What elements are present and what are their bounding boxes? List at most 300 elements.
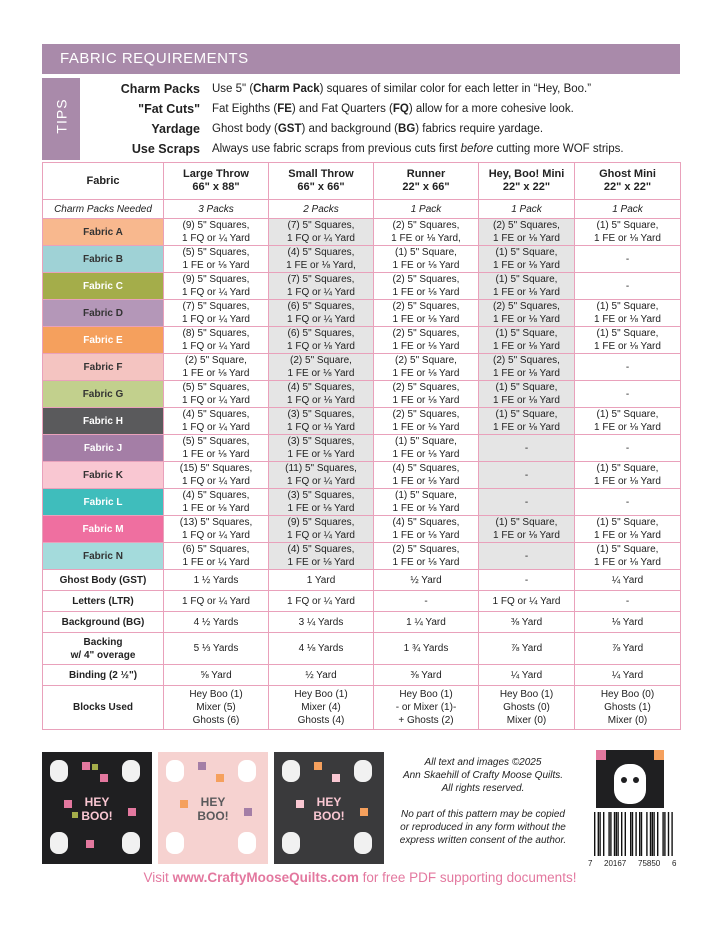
column-size: 66" x 66": [297, 181, 345, 193]
fabric-swatch-label: Fabric E: [43, 327, 164, 354]
amount-line: 1 FE or ¼ Yard: [182, 557, 250, 568]
barcode-bar: [639, 812, 640, 856]
amount-line: -: [524, 442, 529, 454]
blocks-line: Mixer (4): [301, 702, 341, 713]
fabric-swatch-label: Fabric J: [43, 435, 164, 462]
amount-line: -: [625, 280, 630, 292]
amount-line: (6) 5" Squares,: [287, 328, 355, 339]
charm-packs-value: 3 Packs: [164, 200, 269, 219]
fabric-amount-cell: [164, 381, 269, 408]
yardage-value: ⅜ Yard: [479, 612, 575, 633]
fabric-amount-cell: [575, 543, 681, 570]
amount-line: (9) 5" Squares,: [182, 220, 250, 231]
charm-packs-value: 1 Pack: [374, 200, 479, 219]
yardage-value: 4 ⅛ Yards: [269, 633, 374, 665]
yardage-label: Background (BG): [43, 612, 164, 633]
amount-line: (1) 5" Square,: [596, 463, 659, 474]
amount-line: 1 FE or ⅛ Yard: [182, 449, 250, 460]
fabric-row: [43, 354, 681, 381]
amount-line: (4) 5" Squares,: [392, 517, 460, 528]
yardage-value: ½ Yard: [269, 665, 374, 686]
column-size: 22" x 22": [502, 181, 551, 193]
credit-line: express written consent of the author.: [399, 835, 567, 846]
fabric-amount-cell: [575, 408, 681, 435]
copyright-notice: [388, 756, 578, 847]
fabric-amount-cell: [479, 435, 575, 462]
blocks-line: Mixer (5): [196, 702, 236, 713]
amount-line: (2) 5" Squares,: [493, 220, 560, 231]
footer-pre: Visit: [143, 870, 173, 885]
amount-line: -: [625, 496, 630, 508]
yardage-label: Ghost Body (GST): [43, 570, 164, 591]
yardage-value: -: [374, 591, 479, 612]
amount-line: 1 FE or ⅛ Yard: [287, 449, 355, 460]
fabric-swatch-label: Fabric N: [43, 543, 164, 570]
amount-line: 1 FQ or ¼ Yard: [287, 476, 355, 487]
amount-line: (5) 5" Squares,: [182, 382, 250, 393]
amount-line: 1 FQ or ¼ Yard: [182, 395, 250, 406]
amount-line: (1) 5" Square,: [395, 247, 457, 258]
amount-line: -: [524, 469, 529, 481]
tip-text-part: Always use fabric scraps from previous cuts first: [212, 143, 461, 155]
fabric-amount-cell: [479, 354, 575, 381]
column-name: Ghost Mini: [599, 168, 656, 180]
barcode-bar: [657, 812, 658, 856]
amount-line: (1) 5" Square,: [596, 409, 659, 420]
fabric-amount-cell: [575, 489, 681, 516]
amount-line: 1 FE or ⅛ Yard: [493, 395, 560, 406]
fabric-amount-cell: [374, 354, 479, 381]
yardage-value: ⅝ Yard: [164, 665, 269, 686]
fabric-amount-cell: [575, 381, 681, 408]
barcode-bar: [614, 812, 615, 856]
fabric-amount-cell: [164, 354, 269, 381]
yardage-value: 5 ⅓ Yards: [164, 633, 269, 665]
tip-text-part: ) squares of similar color for each letter in “Hey, Boo.”: [319, 83, 592, 95]
charm-packs-value: 1 Pack: [479, 200, 575, 219]
barcode-digit: 6: [672, 859, 677, 868]
thumb-text-hey: HEY: [316, 795, 342, 809]
fabric-amount-cell: [374, 273, 479, 300]
blocks-line: Ghosts (4): [297, 715, 345, 726]
amount-line: (11) 5" Squares,: [285, 463, 357, 474]
tip-text: [212, 103, 574, 115]
yardage-value: -: [575, 591, 681, 612]
amount-line: (7) 5" Squares,: [182, 301, 250, 312]
fabric-amount-cell: [575, 435, 681, 462]
yardage-value: ¼ Yard: [479, 665, 575, 686]
tip-text: [212, 123, 543, 135]
amount-line: 1 FE or ⅛ Yard: [182, 503, 250, 514]
amount-line: (15) 5" Squares,: [179, 463, 253, 474]
amount-line: 1 FE or ⅛ Yard: [594, 422, 661, 433]
barcode-bar: [617, 812, 618, 856]
fabric-amount-cell: [164, 246, 269, 273]
tips-box: [42, 78, 680, 160]
tip-label: "Fat Cuts": [138, 102, 200, 116]
amount-line: (4) 5" Squares,: [182, 490, 250, 501]
amount-line: (1) 5" Square,: [395, 436, 457, 447]
amount-line: 1 FE or ⅛ Yard: [287, 368, 355, 379]
fabric-amount-cell: [269, 327, 374, 354]
thumb-text-boo: BOO!: [81, 809, 113, 823]
tip-text-part: cutting more WOF strips.: [493, 143, 624, 155]
fabric-amount-cell: [269, 381, 374, 408]
gray-quilt-thumbnail: [274, 752, 384, 864]
amount-line: (2) 5" Squares,: [392, 382, 460, 393]
amount-line: (1) 5" Square,: [495, 517, 558, 528]
fabric-requirements-table: [42, 162, 681, 730]
amount-line: (2) 5" Square,: [185, 355, 247, 366]
amount-line: -: [524, 496, 529, 508]
amount-line: 1 FQ or ¼ Yard: [182, 476, 250, 487]
amount-line: 1 FQ or ¼ Yard: [287, 287, 355, 298]
fabric-amount-cell: [575, 462, 681, 489]
fabric-amount-cell: [269, 219, 374, 246]
blocks-used-row: [43, 686, 681, 730]
fabric-row: [43, 381, 681, 408]
barcode-bar: [608, 812, 609, 856]
fabric-amount-cell: [269, 543, 374, 570]
fabric-amount-cell: [164, 543, 269, 570]
yardage-row: [43, 633, 681, 665]
fabric-amount-cell: [164, 219, 269, 246]
amount-line: 1 FQ or ¼ Yard: [287, 233, 355, 244]
amount-line: 1 FQ or ¼ Yard: [182, 314, 250, 325]
amount-line: 1 FE or ⅛ Yard: [594, 557, 661, 568]
amount-line: (2) 5" Squares,: [493, 301, 560, 312]
barcode-bar: [646, 812, 647, 856]
barcode-bar: [621, 812, 622, 856]
size-column-header: [374, 163, 479, 200]
amount-line: 1 FE or ⅛ Yard: [392, 449, 460, 460]
fabric-amount-cell: [374, 462, 479, 489]
size-column-header: [269, 163, 374, 200]
fabric-swatch-label: Fabric A: [43, 219, 164, 246]
amount-line: 1 FE or ⅛ Yard: [493, 233, 560, 244]
size-column-header: [479, 163, 575, 200]
barcode-bar: [616, 812, 617, 856]
amount-line: (3) 5" Squares,: [287, 490, 355, 501]
charm-packs-label: Charm Packs Needed: [43, 200, 164, 219]
amount-line: (9) 5" Squares,: [182, 274, 250, 285]
amount-line: (9) 5" Squares,: [287, 517, 355, 528]
fabric-swatch-label: Fabric B: [43, 246, 164, 273]
barcode-bar: [603, 812, 604, 856]
fabric-amount-cell: [374, 300, 479, 327]
amount-line: (5) 5" Squares,: [182, 436, 250, 447]
fabric-amount-cell: [479, 300, 575, 327]
amount-line: 1 FE or ⅛ Yard: [594, 341, 661, 352]
amount-line: 1 FQ or ¼ Yard: [287, 314, 355, 325]
size-column-header: [575, 163, 681, 200]
amount-line: -: [524, 550, 529, 562]
amount-line: (13) 5" Squares,: [179, 517, 253, 528]
amount-line: 1 FE or ⅛ Yard: [493, 368, 560, 379]
tips-tab: [42, 78, 80, 160]
yardage-label: [43, 633, 164, 665]
blocks-used-cell: [479, 686, 575, 730]
fabric-amount-cell: [269, 462, 374, 489]
amount-line: 1 FQ or ¼ Yard: [182, 530, 250, 541]
amount-line: 1 FE or ⅛ Yard: [594, 233, 661, 244]
barcode-bar: [650, 812, 651, 856]
yardage-value: -: [479, 570, 575, 591]
yardage-value: 1 ½ Yards: [164, 570, 269, 591]
tip-text: [212, 83, 591, 95]
fabric-amount-cell: [164, 435, 269, 462]
section-header: [42, 44, 680, 74]
amount-line: (6) 5" Squares,: [182, 544, 250, 555]
footer-post: for free PDF supporting documents!: [358, 870, 577, 885]
amount-line: 1 FE or ⅛ Yard: [493, 260, 560, 271]
fabric-amount-cell: [374, 489, 479, 516]
fabric-amount-cell: [374, 219, 479, 246]
fabric-swatch-label: Fabric D: [43, 300, 164, 327]
fabric-amount-cell: [575, 327, 681, 354]
amount-line: 1 FE or ⅛ Yard: [392, 557, 460, 568]
fabric-amount-cell: [269, 489, 374, 516]
charm-packs-row: [43, 200, 681, 219]
tip-text-part: FQ: [392, 103, 409, 115]
blocks-line: Mixer (0): [607, 715, 648, 726]
column-name: Hey, Boo! Mini: [488, 168, 565, 180]
tip-text-part: Fat Eighths (: [212, 103, 278, 115]
amount-line: (2) 5" Squares,: [392, 220, 460, 231]
tip-row: [90, 99, 574, 119]
fabric-row: [43, 219, 681, 246]
amount-line: (2) 5" Square,: [290, 355, 352, 366]
amount-line: 1 FE or ⅛ Yard: [392, 422, 460, 433]
yardage-value: ¼ Yard: [575, 570, 681, 591]
tip-text-part: BG: [398, 123, 416, 135]
fabric-amount-cell: [374, 408, 479, 435]
fabric-amount-cell: [269, 354, 374, 381]
amount-line: 1 FE or ⅛ Yard: [392, 287, 460, 298]
tip-row: [90, 139, 624, 159]
yardage-row: [43, 665, 681, 686]
amount-line: 1 FE or ⅛ Yard: [493, 314, 560, 325]
amount-line: 1 FE or ⅛ Yard: [392, 503, 460, 514]
fabric-amount-cell: [479, 246, 575, 273]
tip-label: Charm Packs: [120, 82, 200, 96]
tip-text-part: ) and Fat Quarters (: [291, 103, 393, 115]
fabric-amount-cell: [374, 543, 479, 570]
amount-line: (2) 5" Squares,: [392, 301, 460, 312]
blocks-line: Ghosts (6): [192, 715, 240, 726]
yardage-value: 1 ¼ Yard: [374, 612, 479, 633]
tip-text-part: Use 5" (: [212, 83, 254, 95]
barcode-bar: [635, 812, 636, 856]
amount-line: (2) 5" Squares,: [392, 274, 460, 285]
amount-line: (4) 5" Squares,: [392, 463, 460, 474]
amount-line: (5) 5" Squares,: [182, 247, 250, 258]
amount-line: 1 FE or ⅛ Yard: [493, 287, 560, 298]
fabric-swatch-label: Fabric K: [43, 462, 164, 489]
amount-line: 1 FE or ⅛ Yard: [392, 341, 460, 352]
amount-line: -: [625, 388, 630, 400]
yardage-label-line: Backing: [83, 636, 123, 648]
tip-row: [90, 119, 543, 139]
footer: [0, 870, 720, 885]
amount-line: (7) 5" Squares,: [287, 220, 355, 231]
amount-line: 1 FQ or ¼ Yard: [182, 422, 250, 433]
column-size: 66" x 88": [192, 181, 240, 193]
amount-line: -: [625, 361, 630, 373]
fabric-amount-cell: [479, 462, 575, 489]
tip-text-part: Ghost body (: [212, 123, 278, 135]
footer-url-link[interactable]: www.CraftyMooseQuilts.com: [172, 870, 359, 885]
amount-line: (4) 5" Squares,: [287, 382, 355, 393]
yardage-value: ⅛ Yard: [575, 612, 681, 633]
amount-line: (2) 5" Squares,: [392, 409, 460, 420]
yardage-value: 1 FQ or ¼ Yard: [479, 591, 575, 612]
amount-line: 1 FE or ⅛ Yard: [594, 530, 661, 541]
amount-line: 1 FQ or ⅛ Yard: [287, 395, 355, 406]
amount-line: (1) 5" Square,: [495, 382, 558, 393]
charm-packs-value: 2 Packs: [269, 200, 374, 219]
yardage-row: [43, 591, 681, 612]
amount-line: (8) 5" Squares,: [182, 328, 250, 339]
amount-line: 1 FQ or ¼ Yard: [182, 341, 250, 352]
column-size: 22" x 66": [402, 181, 450, 193]
fabric-amount-cell: [164, 408, 269, 435]
fabric-row: [43, 327, 681, 354]
amount-line: 1 FE or ⅛ Yard: [594, 314, 661, 325]
barcode-bar: [625, 812, 626, 856]
fabric-amount-cell: [575, 246, 681, 273]
blocks-used-cell: [164, 686, 269, 730]
fabric-amount-cell: [575, 516, 681, 543]
blocks-used-cell: [575, 686, 681, 730]
amount-line: 1 FE or ⅛ Yard: [493, 422, 560, 433]
yardage-value: ½ Yard: [374, 570, 479, 591]
fabric-amount-cell: [479, 327, 575, 354]
amount-line: 1 FE or ⅛ Yard,: [391, 233, 461, 244]
table-header-row: [43, 163, 681, 200]
section-title: FABRIC REQUIREMENTS: [60, 50, 249, 67]
fabric-amount-cell: [374, 327, 479, 354]
fabric-row: [43, 300, 681, 327]
barcode-digit: 75850: [638, 859, 661, 868]
thumb-text-hey: HEY: [84, 795, 110, 809]
pink-quilt-thumbnail: [158, 752, 268, 864]
barcode-bar: [610, 812, 611, 856]
amount-line: 1 FE or ⅛ Yard: [594, 476, 661, 487]
tip-label: Yardage: [151, 122, 200, 136]
barcode-bar: [671, 812, 672, 856]
amount-line: (2) 5" Square,: [395, 355, 457, 366]
barcode-bar: [632, 812, 633, 856]
fabric-swatch-label: Fabric F: [43, 354, 164, 381]
fabric-swatch-label: Fabric H: [43, 408, 164, 435]
yardage-value: ⅜ Yard: [374, 665, 479, 686]
amount-line: (6) 5" Squares,: [287, 301, 355, 312]
yardage-row: [43, 570, 681, 591]
fabric-amount-cell: [269, 300, 374, 327]
fabric-amount-cell: [269, 435, 374, 462]
fabric-amount-cell: [164, 489, 269, 516]
fabric-row: [43, 246, 681, 273]
blocks-line: Hey Boo (1): [499, 689, 554, 700]
yardage-value: 3 ¼ Yards: [269, 612, 374, 633]
yardage-value: ⅞ Yard: [575, 633, 681, 665]
fabric-amount-cell: [164, 516, 269, 543]
amount-line: (4) 5" Squares,: [287, 544, 355, 555]
amount-line: (1) 5" Square,: [495, 274, 558, 285]
amount-line: 1 FE or ⅛ Yard: [392, 476, 460, 487]
amount-line: 1 FE or ⅛ Yard: [287, 503, 355, 514]
amount-line: (1) 5" Square,: [596, 328, 659, 339]
fabric-amount-cell: [479, 273, 575, 300]
charm-packs-value: 1 Pack: [575, 200, 681, 219]
amount-line: (2) 5" Squares,: [493, 355, 560, 366]
fabric-row: [43, 543, 681, 570]
barcode-bar: [664, 812, 665, 856]
blocks-line: + Ghosts (2): [398, 715, 454, 726]
amount-line: (1) 5" Square,: [495, 247, 558, 258]
amount-line: (1) 5" Square,: [596, 220, 659, 231]
barcode-digit: 7: [588, 859, 593, 868]
barcode-bars: [594, 812, 673, 856]
yardage-value: 1 FQ or ¼ Yard: [269, 591, 374, 612]
fabric-row: [43, 489, 681, 516]
fabric-amount-cell: [269, 408, 374, 435]
amount-line: 1 FE or ⅛ Yard: [493, 341, 560, 352]
amount-line: 1 FE or ⅛ Yard: [182, 260, 250, 271]
fabric-amount-cell: [374, 435, 479, 462]
tip-label: Use Scraps: [131, 142, 200, 156]
fabric-amount-cell: [164, 273, 269, 300]
fabric-row: [43, 408, 681, 435]
fabric-amount-cell: [479, 516, 575, 543]
dark-quilt-thumbnail: [42, 752, 152, 864]
fabric-amount-cell: [269, 246, 374, 273]
fabric-amount-cell: [479, 489, 575, 516]
blocks-line: Ghosts (1): [604, 702, 651, 713]
amount-line: (2) 5" Squares,: [392, 328, 460, 339]
blocks-used-label: Blocks Used: [43, 686, 164, 730]
fabric-amount-cell: [164, 462, 269, 489]
amount-line: 1 FE or ⅛ Yard: [392, 314, 460, 325]
fabric-amount-cell: [479, 408, 575, 435]
amount-line: 1 FE or ⅛ Yard: [392, 260, 460, 271]
amount-line: 1 FE or ⅛ Yard: [392, 530, 460, 541]
column-name: Large Throw: [182, 168, 249, 180]
amount-line: 1 FE or ⅛ Yard: [392, 368, 460, 379]
tip-text-part: ) and background (: [301, 123, 399, 135]
thumb-text-boo: BOO!: [197, 809, 229, 823]
amount-line: (3) 5" Squares,: [287, 436, 355, 447]
tip-text: [212, 143, 624, 155]
credit-line: No part of this pattern may be copied: [401, 809, 565, 820]
blocks-line: - or Mixer (1)-: [395, 702, 457, 713]
fabric-row: [43, 462, 681, 489]
yardage-label: Letters (LTR): [43, 591, 164, 612]
fabric-amount-cell: [575, 273, 681, 300]
blocks-used-cell: [374, 686, 479, 730]
amount-line: (7) 5" Squares,: [287, 274, 355, 285]
fabric-amount-cell: [479, 381, 575, 408]
amount-line: (1) 5" Square,: [495, 328, 558, 339]
fabric-amount-cell: [164, 300, 269, 327]
thumb-text-boo: BOO!: [313, 809, 345, 823]
blocks-used-cell: [269, 686, 374, 730]
barcode-bar: [641, 812, 642, 856]
barcode-bar: [599, 812, 600, 856]
amount-line: 1 FQ or ¼ Yard: [182, 287, 250, 298]
credit-line: Ann Skaehill of Crafty Moose Quilts.: [402, 770, 564, 781]
